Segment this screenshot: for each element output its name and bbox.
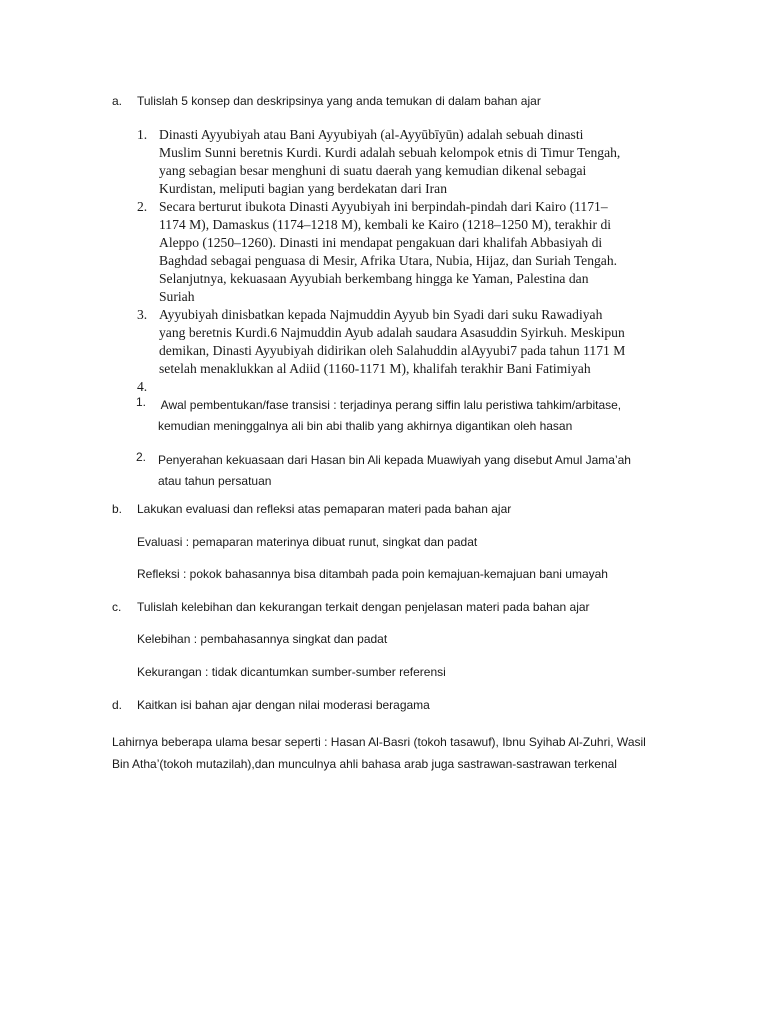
section-d-marker: d. (112, 698, 123, 712)
section-a-marker: a. (112, 94, 123, 108)
section-d-heading: Kaitkan isi bahan ajar dengan nilai moderasi beragama (137, 698, 430, 712)
sub-item-line: Penyerahan kekuasaan dari Hasan bin Ali kepada Muawiyah yang disebut Amul Jama’ah (158, 453, 631, 467)
section-c-marker: c. (112, 600, 122, 614)
sub-item (158, 395, 621, 437)
sub-item-line: kemudian meninggalnya ali bin abi thalib yang akhirnya digantikan oleh hasan (158, 419, 573, 433)
list-item-line: Kurdistan, meliputi bagian yang berdekatan dari Iran (159, 181, 448, 196)
list-item-line: Muslim Sunni beretnis Kurdi. Kurdi adalah sebuah kelompok etnis di Timur Tengah, (159, 145, 621, 160)
list-item (159, 306, 625, 378)
refleksi-text: Refleksi : pokok bahasannya bisa ditambah pada poin kemajuan-kemajuan bani umayah (137, 567, 608, 581)
kekurangan-text: Kekurangan : tidak dicantumkan sumber-sumber referensi (137, 665, 446, 679)
section-b-heading: Lakukan evaluasi dan refleksi atas pemaparan materi pada bahan ajar (137, 502, 512, 516)
list-item-number: 1. (137, 127, 148, 142)
list-item (159, 198, 617, 306)
closing-line: Bin Atha’(tokoh mutazilah),dan munculnya ahli bahasa arab juga sastrawan-sastrawan terkenal (112, 757, 617, 771)
section-b-marker: b. (112, 502, 123, 516)
sub-item-line: Awal pembentukan/fase transisi : terjadinya perang siffin lalu peristiwa tahkim/arbitase, (158, 398, 622, 412)
list-item-number: 2. (137, 199, 148, 214)
list-item-line: Aleppo (1250–1260). Dinasti ini mendapat pengakuan dari khalifah Abbasiyah di (159, 235, 603, 250)
closing-line: Lahirnya beberapa ulama besar seperti : Hasan Al-Basri (tokoh tasawuf), Ibnu Syihab Al-Zuhri, Wasil (112, 735, 646, 749)
kelebihan-text: Kelebihan : pembahasannya singkat dan padat (137, 632, 388, 646)
list-item-line: yang beretnis Kurdi.6 Najmuddin Ayub adalah saudara Asasuddin Syirkuh. Meskipun (159, 325, 625, 340)
section-c-heading: Tulislah kelebihan dan kekurangan terkait dengan penjelasan materi pada bahan ajar (137, 600, 590, 614)
section-a-heading: Tulislah 5 konsep dan deskripsinya yang anda temukan di dalam bahan ajar (137, 94, 541, 108)
list-item-line: Ayyubiyah dinisbatkan kepada Najmuddin Ayyub bin Syadi dari suku Rawadiyah (159, 307, 603, 322)
sub-item (158, 450, 631, 492)
list-item-line: Suriah (159, 289, 195, 304)
list-item-line: setelah menaklukkan al Adiid (1160-1171 M), khalifah terakhir Bani Fatimiyah (159, 361, 591, 376)
list-item-line: Baghdad sebagai penguasa di Mesir, Afrika Utara, Nubia, Hijaz, dan Suriah Tengah. (159, 253, 618, 268)
list-item-number: 3. (137, 307, 148, 322)
evaluasi-text: Evaluasi : pemaparan materinya dibuat runut, singkat dan padat (137, 535, 478, 549)
sub-item-number: 2. (136, 450, 147, 464)
sub-item-number: 1. (136, 395, 147, 409)
list-item (159, 126, 620, 198)
list-item-line: 1174 M), Damaskus (1174–1218 M), kembali ke Kairo (1218–1250 M), terakhir di (159, 217, 612, 232)
list-item-line: Secara berturut ibukota Dinasti Ayyubiyah ini berpindah-pindah dari Kairo (1171– (159, 199, 608, 214)
list-item-line: Dinasti Ayyubiyah atau Bani Ayyubiyah (al-Ayyūbīyūn) adalah sebuah dinasti (159, 127, 584, 142)
sub-item-line: atau tahun persatuan (158, 474, 272, 488)
list-item-line: demikan, Dinasti Ayyubiyah didirikan oleh Salahuddin alAyyubi7 pada tahun 1171 M (159, 343, 626, 358)
list-item-line: yang sebagian besar menghuni di suatu daerah yang kemudian dikenal sebagai (159, 163, 587, 178)
list-item-line: Selanjutnya, kekuasaan Ayyubiah berkembang hingga ke Yaman, Palestina dan (159, 271, 589, 286)
list-item-number: 4. (137, 379, 148, 394)
closing-paragraph (112, 731, 646, 775)
